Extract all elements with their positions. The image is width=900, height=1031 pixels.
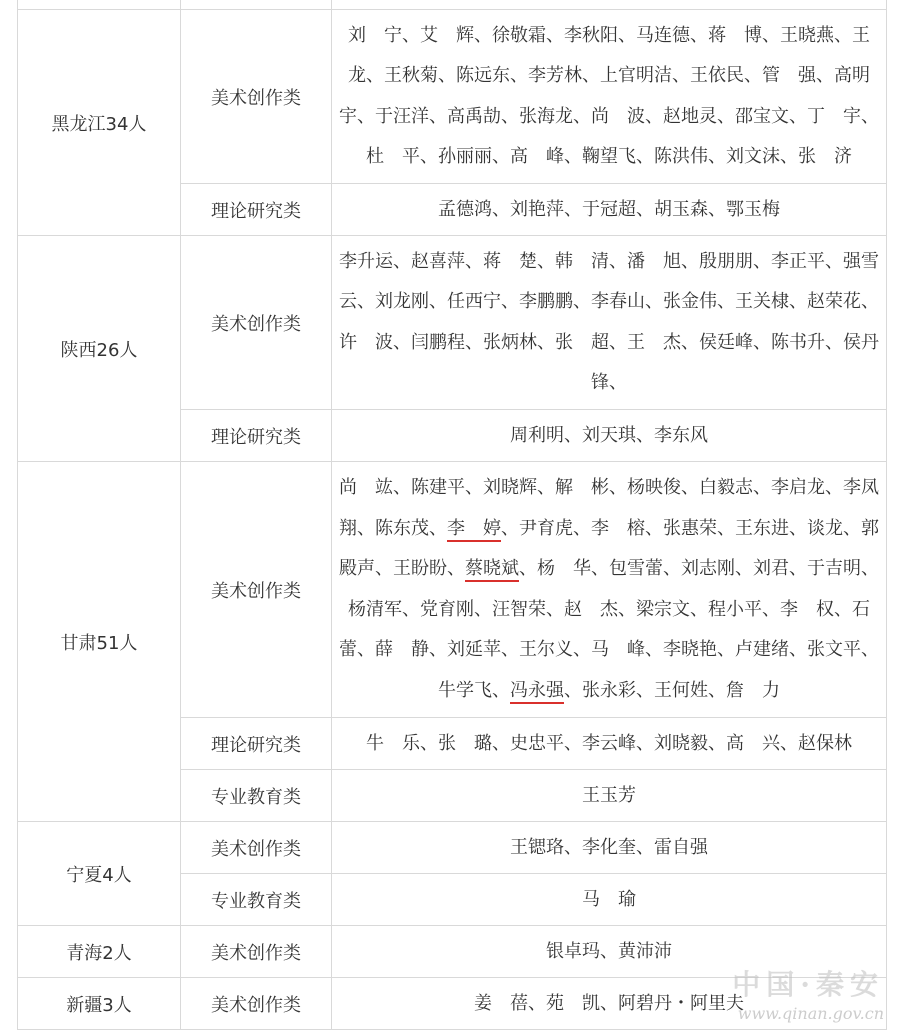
province-xinjiang: 新疆3人 [18,978,181,1030]
category-theory: 理论研究类 [181,718,332,770]
province-cell [18,0,181,10]
province-shaanxi: 陕西26人 [18,236,181,462]
category-art: 美术创作类 [181,462,332,718]
category-art: 美术创作类 [181,926,332,978]
category-art: 美术创作类 [181,236,332,410]
names-gansu-theory: 牛 乐、张 璐、史忠平、李云峰、刘晓毅、高 兴、赵保林 [332,718,887,770]
category-education: 专业教育类 [181,770,332,822]
table-row-cutoff [18,0,887,10]
names-qinghai-art: 银卓玛、黄沛沛 [332,926,887,978]
table-row [18,822,887,874]
names-segment: 尚 竑、陈建平、刘晓辉、解 彬、杨映俊、白毅志、李启龙、李凤翔、陈东茂、 [339,477,879,539]
names-ningxia-education: 马 瑜 [332,874,887,926]
table-row [18,926,887,978]
category-theory: 理论研究类 [181,410,332,462]
province-heilongjiang: 黑龙江34人 [18,10,181,236]
table-row [18,236,887,410]
names-heilongjiang-theory: 孟德鸿、刘艳萍、于冠超、胡玉森、鄂玉梅 [332,184,887,236]
category-art: 美术创作类 [181,978,332,1030]
names-cell [332,0,887,10]
award-roster-table [17,0,887,1030]
watermark-title: 中国·秦安 [732,968,884,1001]
category-theory: 理论研究类 [181,184,332,236]
watermark-url: www.qinan.gov.cn [737,1004,884,1023]
names-segment: 、张永彩、王何姓、詹 力 [564,679,780,701]
names-heilongjiang-art: 刘 宁、艾 辉、徐敬霜、李秋阳、马连德、蒋 博、王晓燕、王 龙、王秋菊、陈远东、李芳林、上官明洁、王依民、管 强、高明宇、于汪洋、高禹劼、张海龙、尚 波、赵地灵、邵宝文、丁 宇、杜 平、孙丽丽、高 峰、鞠望飞、陈洪伟、刘文沫、张 济 [332,10,887,184]
province-ningxia: 宁夏4人 [18,822,181,926]
highlighted-name: 冯永强 [510,680,564,704]
names-segment: 、尹育虎、李 榕、张惠荣、王东进、谈龙、郭殿声、王盼盼、 [339,517,879,579]
category-art: 美术创作类 [181,10,332,184]
province-gansu: 甘肃51人 [18,462,181,822]
names-gansu-education: 王玉芳 [332,770,887,822]
highlighted-name: 李 婷 [447,518,501,542]
table-row [18,978,887,1030]
names-xinjiang-art: 姜 蓓、苑 凯、阿碧丹・阿里夫 [332,978,887,1030]
names-segment: 、杨 华、包雪蕾、刘志刚、刘君、于吉明、杨清军、党育刚、汪智荣、赵 杰、梁宗文、程小平、李 权、石 蕾、薛 静、刘延苹、王尔义、马 峰、李晓艳、卢建绪、张文平、牛学飞、 [339,558,888,701]
table-row [18,10,887,184]
category-art: 美术创作类 [181,822,332,874]
names-shaanxi-theory: 周利明、刘天琪、李东风 [332,410,887,462]
highlighted-name: 蔡晓斌 [465,558,519,582]
names-gansu-art [332,462,887,718]
names-shaanxi-art: 李升运、赵喜萍、蒋 楚、韩 清、潘 旭、殷朋朋、李正平、强雪云、刘龙刚、任西宁、李鹏鹏、李春山、张金伟、王关棣、赵荣花、许 波、闫鹏程、张炳林、张 超、王 杰、侯廷峰、陈书升、侯丹锋、 [332,236,887,410]
province-qinghai: 青海2人 [18,926,181,978]
names-ningxia-art: 王锶珞、李化奎、雷自强 [332,822,887,874]
category-cell [181,0,332,10]
category-education: 专业教育类 [181,874,332,926]
table-row [18,462,887,718]
